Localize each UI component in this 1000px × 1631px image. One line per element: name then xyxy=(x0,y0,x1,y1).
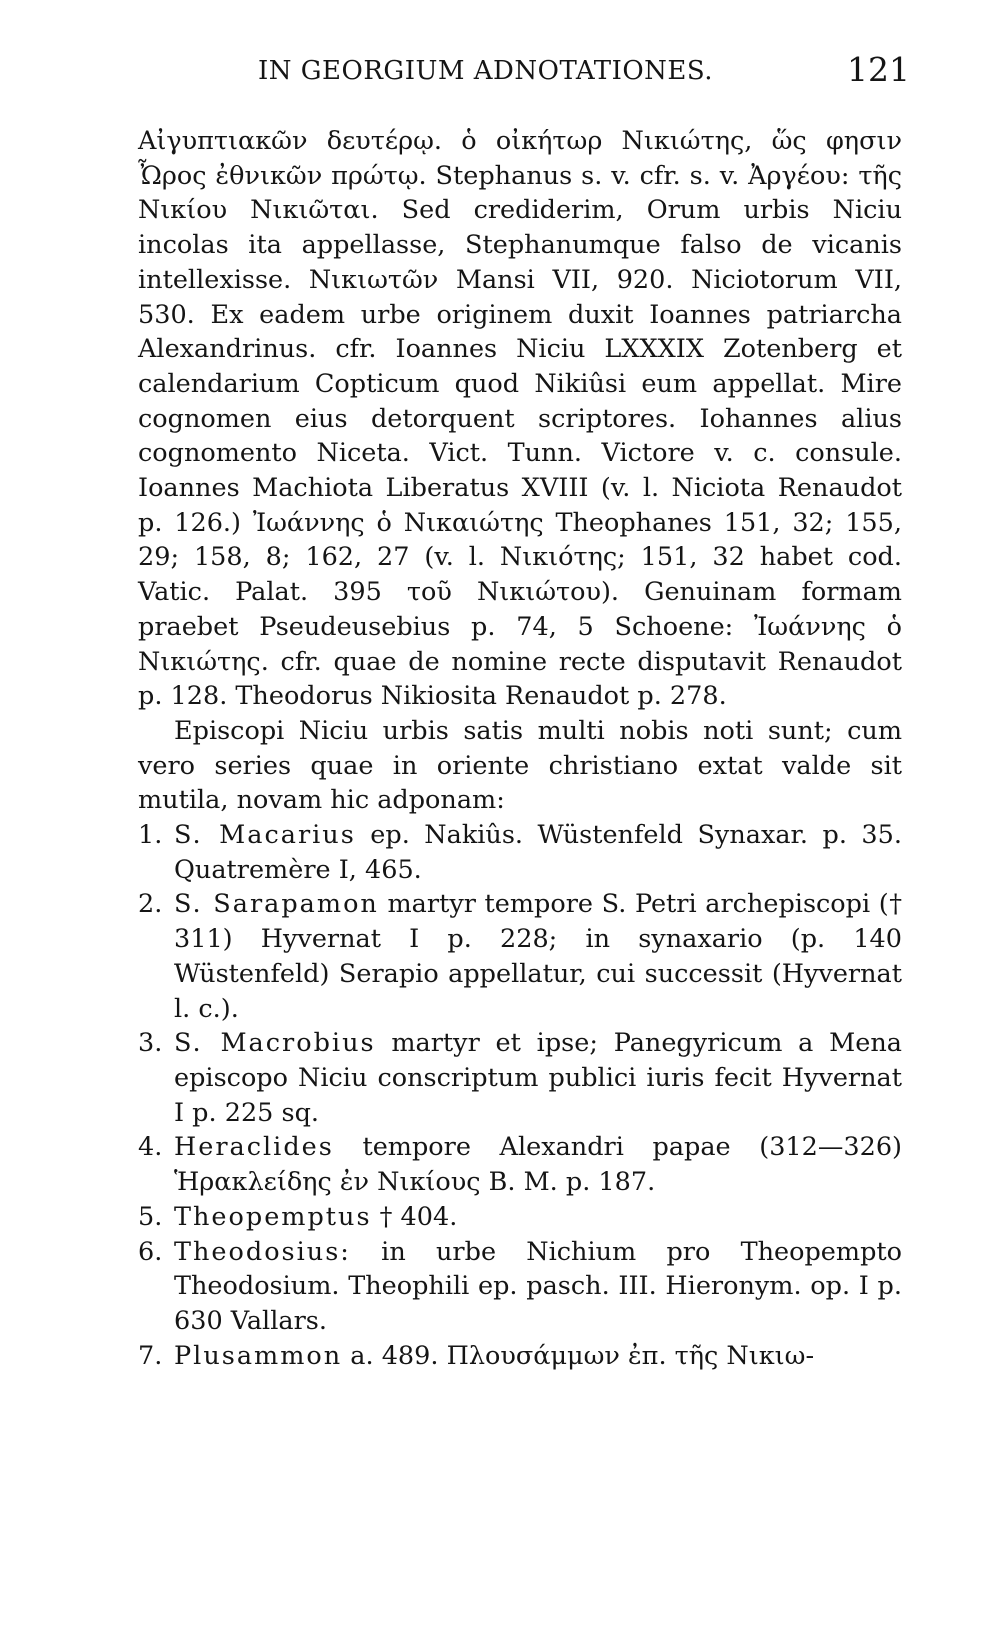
bishop-name: S. Sarapamon xyxy=(174,889,379,920)
list-item xyxy=(138,1130,902,1199)
paragraph-niciu-commentary: Αἰγυπτιακῶν δευτέρῳ. ὁ οἰκήτωρ Νικιώτης, ὥς φησιν Ὦρος ἐθνικῶν πρώτῳ. Stephanus s. v. cfr. s. v. Ἀργέου: τῆς Νικίου Νικιῶται. Sed crediderim, Orum urbis Niciu incolas ita appellasse, Stephanumque falso de vicanis intellexisse. Νικιωτῶν Mansi VII, 920. Niciotorum VII, 530. Ex eadem urbe originem duxit Ioannes patriarcha Alexandrinus. cfr. Ioannes Niciu LXXXIX Zotenberg et calendarium Copticum quod Nikiûsi eum appellat. Mire cognomen eius detorquent scriptores. Iohannes alius cognomento Niceta. Vict. Tunn. Victore v. c. consule. Ioannes Machiota Liberatus XVIII (v. l. Niciota Renaudot p. 126.) Ἰωάννης ὁ Νικαιώτης Theophanes 151, 32; 155, 29; 158, 8; 162, 27 (v. l. Νικιότης; 151, 32 habet cod. Vatic. Palat. 395 τοῦ Νικιώτου). Genuinam formam praebet Pseudeusebius p. 74, 5 Schoene: Ἰωάννης ὁ Νικιώτης. cfr. quae de nomine recte disputavit Renaudot p. 128. Theodorus Nikiosita Renaudot p. 278. xyxy=(138,126,902,712)
running-head: IN GEORGIUM ADNOTATIONES. xyxy=(258,56,714,86)
bishop-name: S. Macrobius xyxy=(174,1028,376,1059)
bishop-name: S. Macarius xyxy=(174,820,356,851)
list-item-number: 2. xyxy=(138,889,163,920)
bishop-name: Theopemptus xyxy=(174,1201,372,1232)
bishop-name: Theodosius: xyxy=(174,1236,351,1267)
list-item xyxy=(138,887,902,1026)
list-item xyxy=(138,1339,902,1374)
list-item-text: martyr tempore S. Petri archepiscopi († 311) Hyvernat I p. 228; in synaxario (p. 140 Wüstenfeld) Serapio appellatur, cui successit (Hyvernat l. c.). xyxy=(174,889,903,1024)
bishop-list xyxy=(138,818,902,1373)
list-item xyxy=(138,1200,902,1235)
list-item-text: a. 489. Πλουσάμμων ἐπ. τῆς Νικιω- xyxy=(342,1340,815,1371)
list-item-number: 3. xyxy=(138,1028,163,1059)
paragraph-episcopi-intro: Episcopi Niciu urbis satis multi nobis noti sunt; cum vero series quae in oriente christiano extat valde sit mutila, novam hic adponam: xyxy=(138,715,902,816)
list-item-number: 4. xyxy=(138,1132,163,1163)
list-item xyxy=(138,1235,902,1339)
list-item-text: ep. Nakiûs. Wüstenfeld Synaxar. p. 35. Quatremère I, 465. xyxy=(174,820,902,885)
text-block xyxy=(138,124,902,1373)
list-item xyxy=(138,818,902,887)
list-item-number: 1. xyxy=(138,820,163,851)
bishop-name: Heraclides xyxy=(174,1132,334,1163)
page-number: 121 xyxy=(847,50,910,89)
list-item-number: 7. xyxy=(138,1340,163,1371)
list-item-text: martyr et ipse; Panegyricum a Mena episcopo Niciu conscriptum publici iuris fecit Hyvernat I p. 225 sq. xyxy=(174,1028,902,1128)
list-item xyxy=(138,1026,902,1130)
bishop-name: Plusammon xyxy=(174,1340,343,1371)
list-item-text: † 404. xyxy=(371,1201,458,1232)
list-item-number: 6. xyxy=(138,1236,163,1267)
list-item-text: tempore Alexandri papae (312—326) Ἡρακλείδης ἐν Νικίους B. M. p. 187. xyxy=(174,1132,902,1198)
list-item-number: 5. xyxy=(138,1201,163,1232)
list-item-text: in urbe Nichium pro Theopempto Theodosium. Theophili ep. pasch. III. Hieronym. op. I p. 630 Vallars. xyxy=(174,1236,902,1336)
